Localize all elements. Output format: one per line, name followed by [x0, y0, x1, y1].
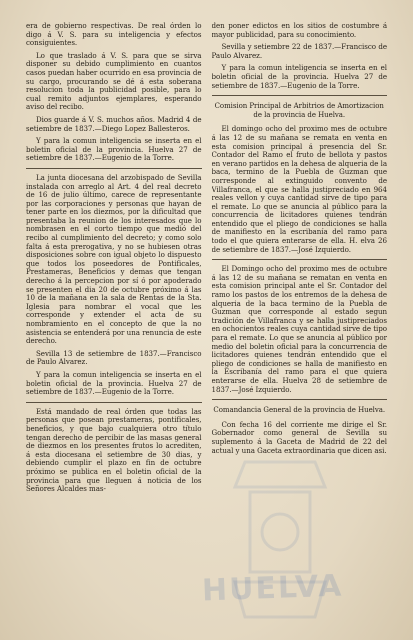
- section-divider: [212, 95, 388, 96]
- paragraph-transfer-notice: Lo que traslado á V. S. para que se sirva disponer su debido cumplimiento en cuantos casos puedan haber ocurrido en esa provincia de su cargo, procurando se dé á esta soberana resolucion toda la publicidad posible, para lo cual remito adjuntos ejemplares, esperando aviso del recibo.: [26, 50, 202, 112]
- paragraph-madrid-signature: Dios guarde á V. S. muchos años. Madrid 4 de setiembre de 1837.—Diego Lopez Ballesteros.: [26, 114, 202, 133]
- section-heading-comandancia: Comandancia General de la provincia de Huelva.: [213, 406, 386, 415]
- left-column: [26, 22, 202, 632]
- paragraph-prestameras-notice: Está mandado de real órden que todas las personas que posean prestameras, pontificales, beneficios, y que bajo cualquiera otro título tengan derecho de percibir de las masas general de diezmos en los presentes frutos lo acrediten, á esta diocesana el setiembre de 30 dias, y debiendo cumplir el plazo en fin de octubre próximo se publica en el boletin oficial de la provincia para que lleguen á noticia de los Señores Alcaldes mas-: [26, 406, 202, 494]
- section-divider: [26, 402, 202, 403]
- paragraph-edicts-continuation: den poner edictos en los sitios de costumbre á mayor publicidad, para su conocimiento.: [211, 22, 387, 39]
- section-divider: [212, 259, 388, 260]
- paragraph-huelva-insertion-1: Y para la comun inteligencia se inserta en el boletin oficial de la provincia. Huelva 27 de setiembre de 1837.—Eugenio de la Torre.: [26, 136, 202, 163]
- paragraph-diocesan-junta: La junta diocesana del arzobispado de Sevilla instalada con arreglo al Art. 4 del real decreto de 16 de julio último, carece de representante por las corporaciones y personas que hayan de tener parte en los diezmos, por la dificultad que presentaba la reunion de los interesados que lo nombrasen en el corto tiempo que medió del recibo al cumplimiento del decreto; y como solo falta á esta prerogativa, y no se hubiesen otras disposiciones sobre con igual objeto lo dispuesto que todos los poseedores de Pontificales, Prestameras, Beneficios y demas que tengan derecho á la percepcion por sí ó por apoderado se presenten el dia 20 de octubre próximo á las 10 de la mañana en la sala de Rentas de la Sta. Iglesia para nombrar el vocal que les corresponde y extender el acta de su nombramiento en el concepto de que la no asistencia se entenderá por una renuncia de este derecho.: [26, 172, 202, 346]
- two-column-layout: [26, 22, 387, 632]
- paragraph-huelva-insertion-2: Y para la comun inteligencia se inserta en el boletin oficial de la provincia. Huelva 27 de setiembre de 1837.—Eugenio de la Torre.: [26, 369, 202, 397]
- paragraph-auction-bellota: El domingo ocho del proximo mes de octubre á las 12 de su mañana se remata en venta en esta comision principal á presencia del Sr. Contador del Ramo el fruto de bellota y pastos en verano partidos en la dehesa de alqueria de la baca, termino de la Puebla de Guzman que corresponde al extinguido convento de Villafranca, el que se halla justipreciado en 964 reales vellon y cuya cantidad sirve de tipo para el remate. Lo que se anuncia al público para la concurrencia de licitadores quienes tendrán entendido que el pliego de condiciones se halla de manifiesto en la escribanía del ramo para todo el que quiera enterarse de ella. H. elva 26 de setiembre de 1837.—José Izquierdo.: [211, 124, 387, 254]
- paragraph-huelva-insertion-3: Y para la comun inteligencia se inserta en el boletin oficial de la provincia. Huelva 27 de setiembre de 1837.—Eugenio de la Torre.: [211, 63, 387, 90]
- section-divider: [212, 399, 388, 400]
- paragraph-sevilla-signature-2: Sevilla y setiembre 22 de 1837.—Francisco de Paulo Alvarez.: [211, 42, 387, 60]
- section-heading-amortizacion: Comision Principal de Arbitrios de Amortizacion de la provincia de Huelva.: [214, 102, 384, 119]
- paragraph-gaceta-notice: Con fecha 16 del corriente me dirige el Sr. Gobernador como general de Sevilla su suplemento á la Gaceta de Madrid de 22 del actual y una Gaceta extraordinaria que dicen asi.: [211, 419, 387, 455]
- right-column: [212, 22, 388, 632]
- paragraph-royal-order-close: era de gobierno respectivas. De real órden lo digo á V. S. para su inteligencia y efectos consiguientes.: [26, 22, 202, 48]
- archive-watermark-text: HUELVA: [201, 568, 344, 609]
- paragraph-sevilla-signature-1: Sevilla 13 de setiembre de 1837.—Francisco de Paulo Alvarez.: [26, 348, 202, 367]
- paragraph-auction-pastos: El Domingo ocho del proximo mes de octubre á las 12 de su mañana se rematan en venta en esta comision principal ante el Sr. Contador del ramo los pastos de los entremos de la dehesa de alqueria de la baca termino de la Puebla de Guzman que corresponde al estado segun tradición de Villafranca y se halla justipreciados en ochocientos reales cuya cantidad sirve de tipo para el remate. Lo que se anuncia al público por medio del boletin oficial para la concurrencia de licitadores quienes tendrán entendido que el pliego de condiciones se halla de manifiesto en la Escribanía del ramo para el que quiera enterarse de ella. Huelva 28 de setiembre de 1837.—José Izquierdo.: [211, 264, 387, 394]
- section-divider: [26, 168, 202, 169]
